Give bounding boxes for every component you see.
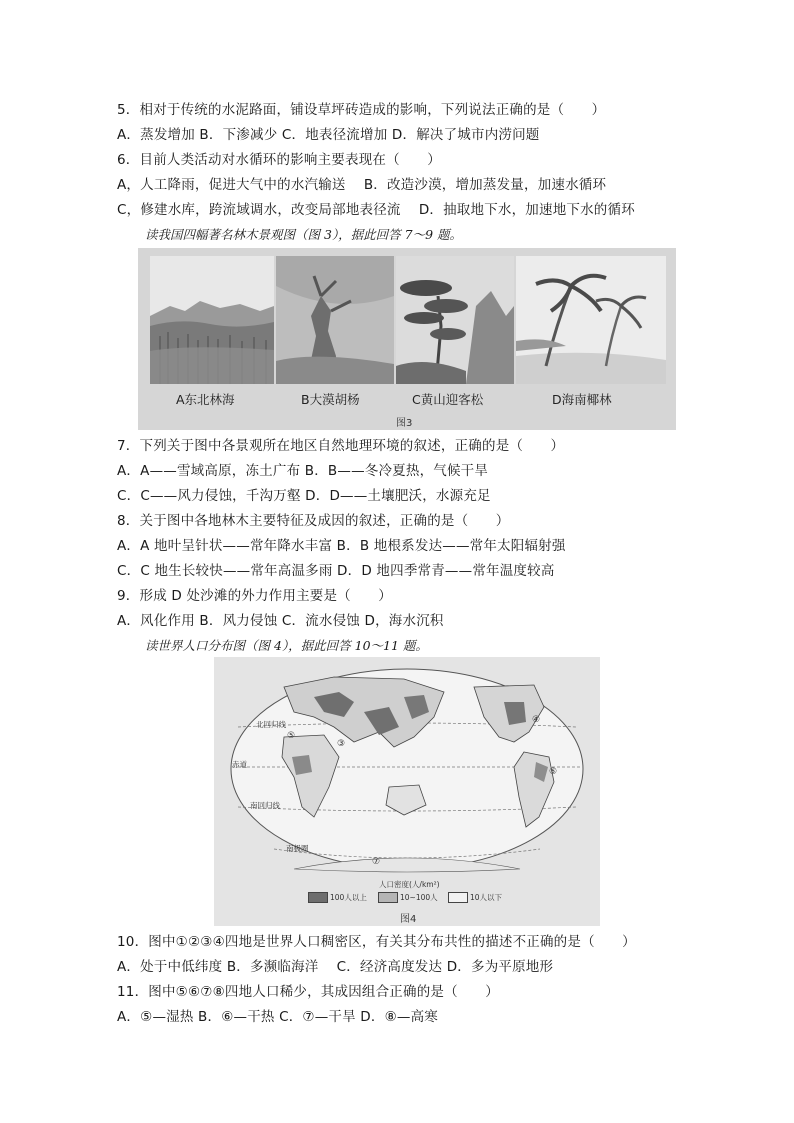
label-antarctic-circle: 南极圈 [286, 844, 309, 853]
q5-options: A．蒸发增加 B．下渗减少 C．地表径流增加 D．解决了城市内涝问题 [117, 127, 540, 143]
q5-stem: 5．相对于传统的水泥路面，铺设草坪砖造成的影响，下列说法正确的是（ ） [117, 102, 606, 118]
marker-5: ⑤ [287, 731, 296, 741]
legend-title: 人口密度(人/km²) [379, 880, 440, 889]
caption-b: B大漠胡杨 [301, 392, 360, 407]
caption-d: D海南椰林 [552, 392, 612, 407]
marker-4: ④ [532, 715, 541, 725]
q8-options-cd: C．C 地生长较快——常年高温多雨 D．D 地四季常青——常年温度较高 [117, 563, 555, 579]
legend-swatch-mid [378, 892, 398, 903]
q11-stem: 11．图中⑤⑥⑦⑧四地人口稀少，其成因组合正确的是（ ） [117, 984, 499, 1000]
fig3-intro: 读我国四幅著名林木景观图（图 3），据此回答 7～9 题。 [145, 227, 463, 242]
figure-3-label: 图3 [396, 418, 413, 429]
marker-6: ⑥ [549, 767, 558, 777]
q6-options-cd: C，修建水库，跨流域调水，改变局部地表径流 D．抽取地下水，加速地下水的循环 [117, 202, 635, 218]
photo-huangshan-pine [396, 256, 514, 384]
label-tropic-south: 南回归线 [250, 801, 280, 810]
marker-7: ⑦ [372, 857, 381, 867]
label-equator: 赤道 [232, 760, 247, 769]
q6-stem: 6．目前人类活动对水循环的影响主要表现在（ ） [117, 152, 441, 168]
caption-a: A东北林海 [176, 392, 235, 407]
photo-desert-poplar [276, 256, 394, 384]
legend-swatch-low [448, 892, 468, 903]
q7-stem: 7．下列关于图中各景观所在地区自然地理环境的叙述，正确的是（ ） [117, 438, 565, 454]
figure-4 [214, 657, 600, 926]
label-tropic-north: 北回归线 [256, 720, 286, 729]
photo-hainan-coconut [516, 256, 666, 384]
q10-options: A．处于中低纬度 B．多濒临海洋 C．经济高度发达 D．多为平原地形 [117, 959, 554, 975]
q10-stem: 10．图中①②③④四地是世界人口稠密区，有关其分布共性的描述不正确的是（ ） [117, 934, 636, 950]
fig4-intro: 读世界人口分布图（图 4），据此回答 10～11 题。 [145, 638, 428, 653]
figure-3 [138, 248, 676, 430]
marker-3: ③ [337, 739, 346, 749]
photo-northeast-forest [150, 256, 274, 384]
legend-mid: 10~100人 [400, 893, 438, 902]
legend-low: 10人以下 [470, 893, 503, 902]
caption-c: C黄山迎客松 [412, 392, 484, 407]
legend-swatch-high [308, 892, 328, 903]
q8-stem: 8．关于图中各地林木主要特征及成因的叙述，正确的是（ ） [117, 513, 510, 529]
q9-options: A．风化作用 B．风力侵蚀 C．流水侵蚀 D，海水沉积 [117, 613, 444, 629]
figure-4-label: 图4 [400, 914, 417, 925]
q7-options-ab: A．A——雪域高原，冻土广布 B．B——冬冷夏热，气候干旱 [117, 463, 489, 479]
q6-options-ab: A，人工降雨，促进大气中的水汽输送 B．改造沙漠，增加蒸发量，加速水循环 [117, 177, 607, 193]
legend-high: 100人以上 [330, 893, 367, 902]
q7-options-cd: C．C——风力侵蚀，千沟万壑 D．D——土壤肥沃，水源充足 [117, 488, 491, 504]
q9-stem: 9．形成 D 处沙滩的外力作用主要是（ ） [117, 588, 392, 604]
q11-options: A．⑤—湿热 B．⑥—干热 C．⑦—干旱 D．⑧—高寒 [117, 1009, 439, 1025]
q8-options-ab: A．A 地叶呈针状——常年降水丰富 B．B 地根系发达——常年太阳辐射强 [117, 538, 566, 554]
